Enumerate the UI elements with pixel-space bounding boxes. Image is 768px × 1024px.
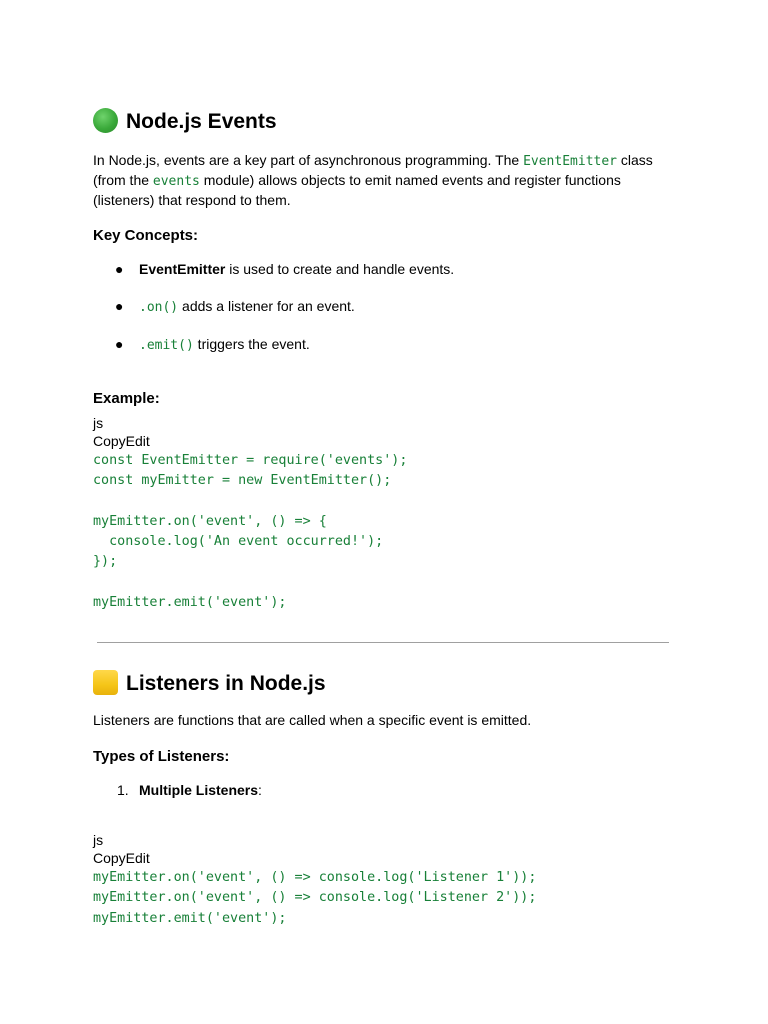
divider: [97, 642, 669, 643]
listeners-intro-paragraph: Listeners are functions that are called when a specific event is emitted.: [93, 712, 532, 728]
list-item: ● EventEmitter is used to create and handle events.: [115, 261, 455, 277]
green-circle-icon: [93, 108, 118, 133]
section-heading-listeners: Listeners in Node.js: [93, 670, 326, 697]
list-item: ● .on() adds a listener for an event.: [115, 298, 355, 315]
list-item: 1. Multiple Listeners:: [117, 782, 262, 798]
inline-code-on: .on(): [139, 300, 179, 315]
yellow-square-icon: [93, 670, 118, 695]
section-heading-node-events: Node.js Events: [93, 108, 277, 135]
code-block: myEmitter.on('event', () => console.log('Listener 1')); myEmitter.on('event', () => console.log('Listener 2')); myEmitter.emit('event');: [93, 870, 537, 926]
code-block: const EventEmitter = require('events'); const myEmitter = new EventEmitter(); myEmitter.on('event', () => { console.log('An event occurred!'); }); myEmitter.emit('event');: [93, 453, 408, 611]
code-language-label: js: [93, 832, 104, 848]
inline-code-emit: .emit(): [139, 338, 194, 353]
types-of-listeners-heading: Types of Listeners:: [93, 748, 230, 765]
example-heading: Example:: [93, 390, 160, 407]
list-item: ● .emit() triggers the event.: [115, 336, 310, 353]
key-concepts-heading: Key Concepts:: [93, 227, 199, 244]
copy-edit-button[interactable]: CopyEdit: [93, 433, 150, 449]
inline-code-events: events: [152, 174, 200, 189]
code-language-label: js: [93, 415, 104, 431]
copy-edit-button[interactable]: CopyEdit: [93, 850, 150, 866]
events-intro-paragraph: In Node.js, events are a key part of asynchronous programming. The EventEmitter class (from the events module) allows objects to emit named events and register functions (listeners) that respond to them.: [93, 152, 653, 208]
inline-code-eventemitter: EventEmitter: [523, 154, 617, 169]
